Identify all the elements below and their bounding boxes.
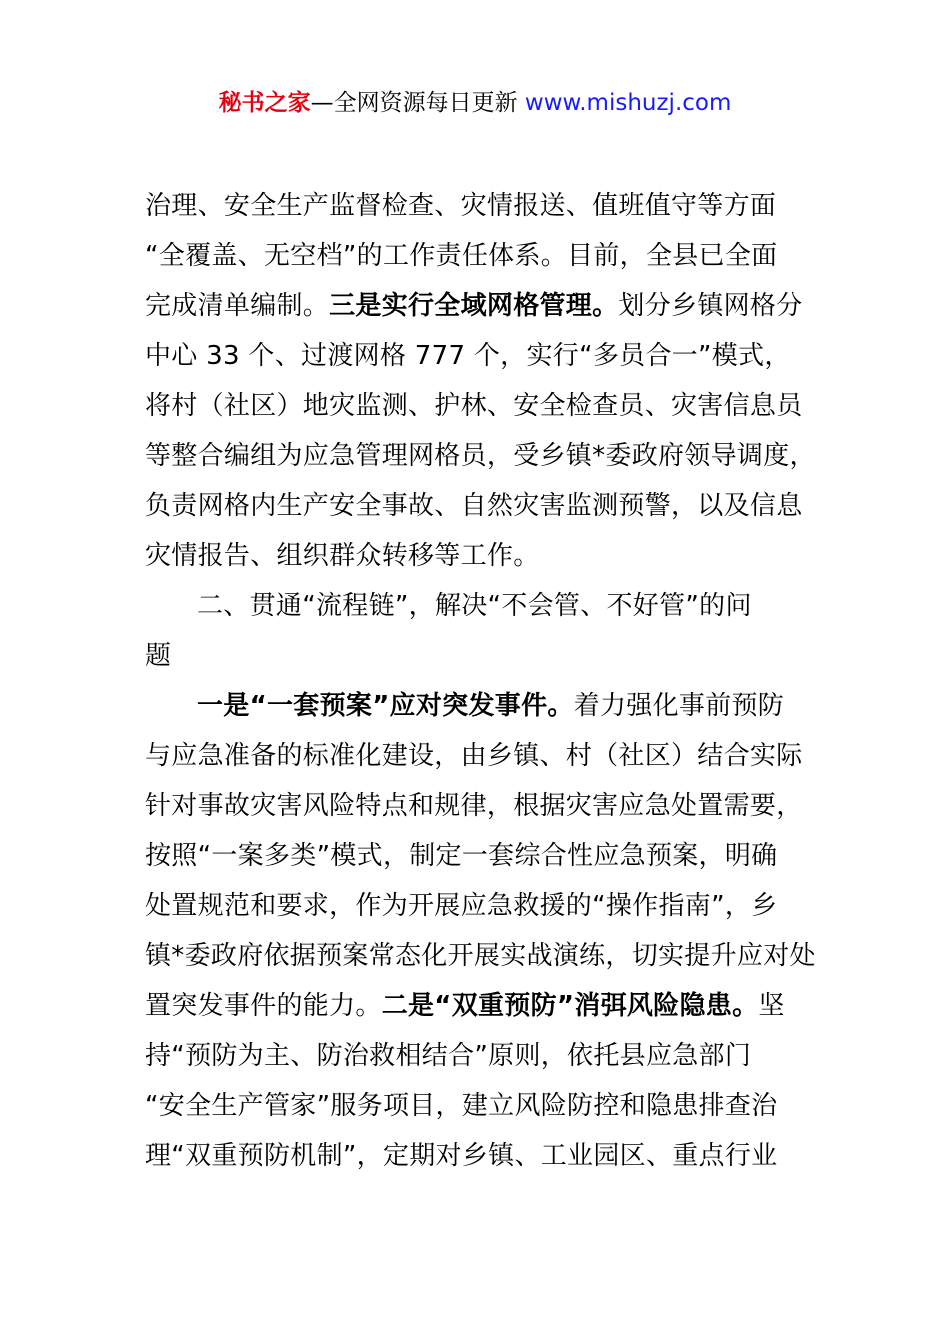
text-run: 着力强化事前预防 — [573, 691, 785, 721]
text-line-6: 等整合编组为应急管理网格员，受乡镇*委政府领导调度， — [145, 441, 816, 471]
text-run: 划分乡镇网格分 — [618, 291, 803, 321]
text-run: 完成清单编制。 — [145, 291, 330, 321]
text-line-7: 负责网格内生产安全事故、自然灾害监测预警，以及信息 — [145, 491, 803, 521]
brand-name: 秘书之家 — [218, 90, 311, 116]
bold-heading-run: 二是“双重预防”消弭风险隐患。 — [381, 991, 759, 1021]
text-line-12: 与应急准备的标准化建设，由乡镇、村（社区）结合实际 — [145, 741, 803, 771]
section-heading-cont: 题 — [145, 641, 172, 671]
text-line-1: 治理、安全生产监督检查、灾情报送、值班值守等方面 — [145, 191, 777, 221]
text-line-5: 将村（社区）地灾监测、护林、安全检查员、灾害信息员 — [145, 391, 803, 421]
text-line-19: “安全生产管家”服务项目，建立风险防控和隐患排查治 — [145, 1091, 778, 1121]
header-tagline: —全网资源每日更新 — [310, 90, 525, 116]
text-run: 坚 — [758, 991, 785, 1021]
site-header — [0, 86, 950, 120]
text-line-4: 中心 33 个、过渡网格 777 个，实行“多员合一”模式， — [145, 341, 791, 371]
text-line-11 — [145, 681, 809, 731]
text-run: 置突发事件的能力。 — [145, 991, 382, 1021]
text-line-3 — [145, 281, 809, 331]
text-line-18: 持“预防为主、防治救相结合”原则，依托县应急部门 — [145, 1041, 752, 1071]
text-line-16: 镇*委政府依据预案常态化开展实战演练，切实提升应对处 — [145, 941, 816, 971]
text-line-20: 理“双重预防机制”，定期对乡镇、工业园区、重点行业 — [145, 1141, 778, 1171]
text-line-17 — [145, 981, 809, 1031]
text-line-8: 灾情报告、组织群众转移等工作。 — [145, 541, 540, 571]
site-url-link[interactable]: www.mishuzj.com — [524, 90, 732, 116]
document-body — [145, 181, 816, 1181]
text-line-15: 处置规范和要求，作为开展应急救援的“操作指南”，乡 — [145, 891, 778, 921]
text-line-14: 按照“一案多类”模式，制定一套综合性应急预案，明确 — [145, 841, 778, 871]
text-line-13: 针对事故灾害风险特点和规律，根据灾害应急处置需要， — [145, 791, 803, 821]
bold-heading-run: 三是实行全域网格管理。 — [329, 291, 619, 321]
bold-heading-run: 一是“一套预案”应对突发事件。 — [197, 691, 574, 721]
text-line-2: “全覆盖、无空档”的工作责任体系。目前，全县已全面 — [145, 241, 778, 271]
section-heading: 二、贯通“流程链”，解决“不会管、不好管”的问 — [197, 591, 752, 621]
